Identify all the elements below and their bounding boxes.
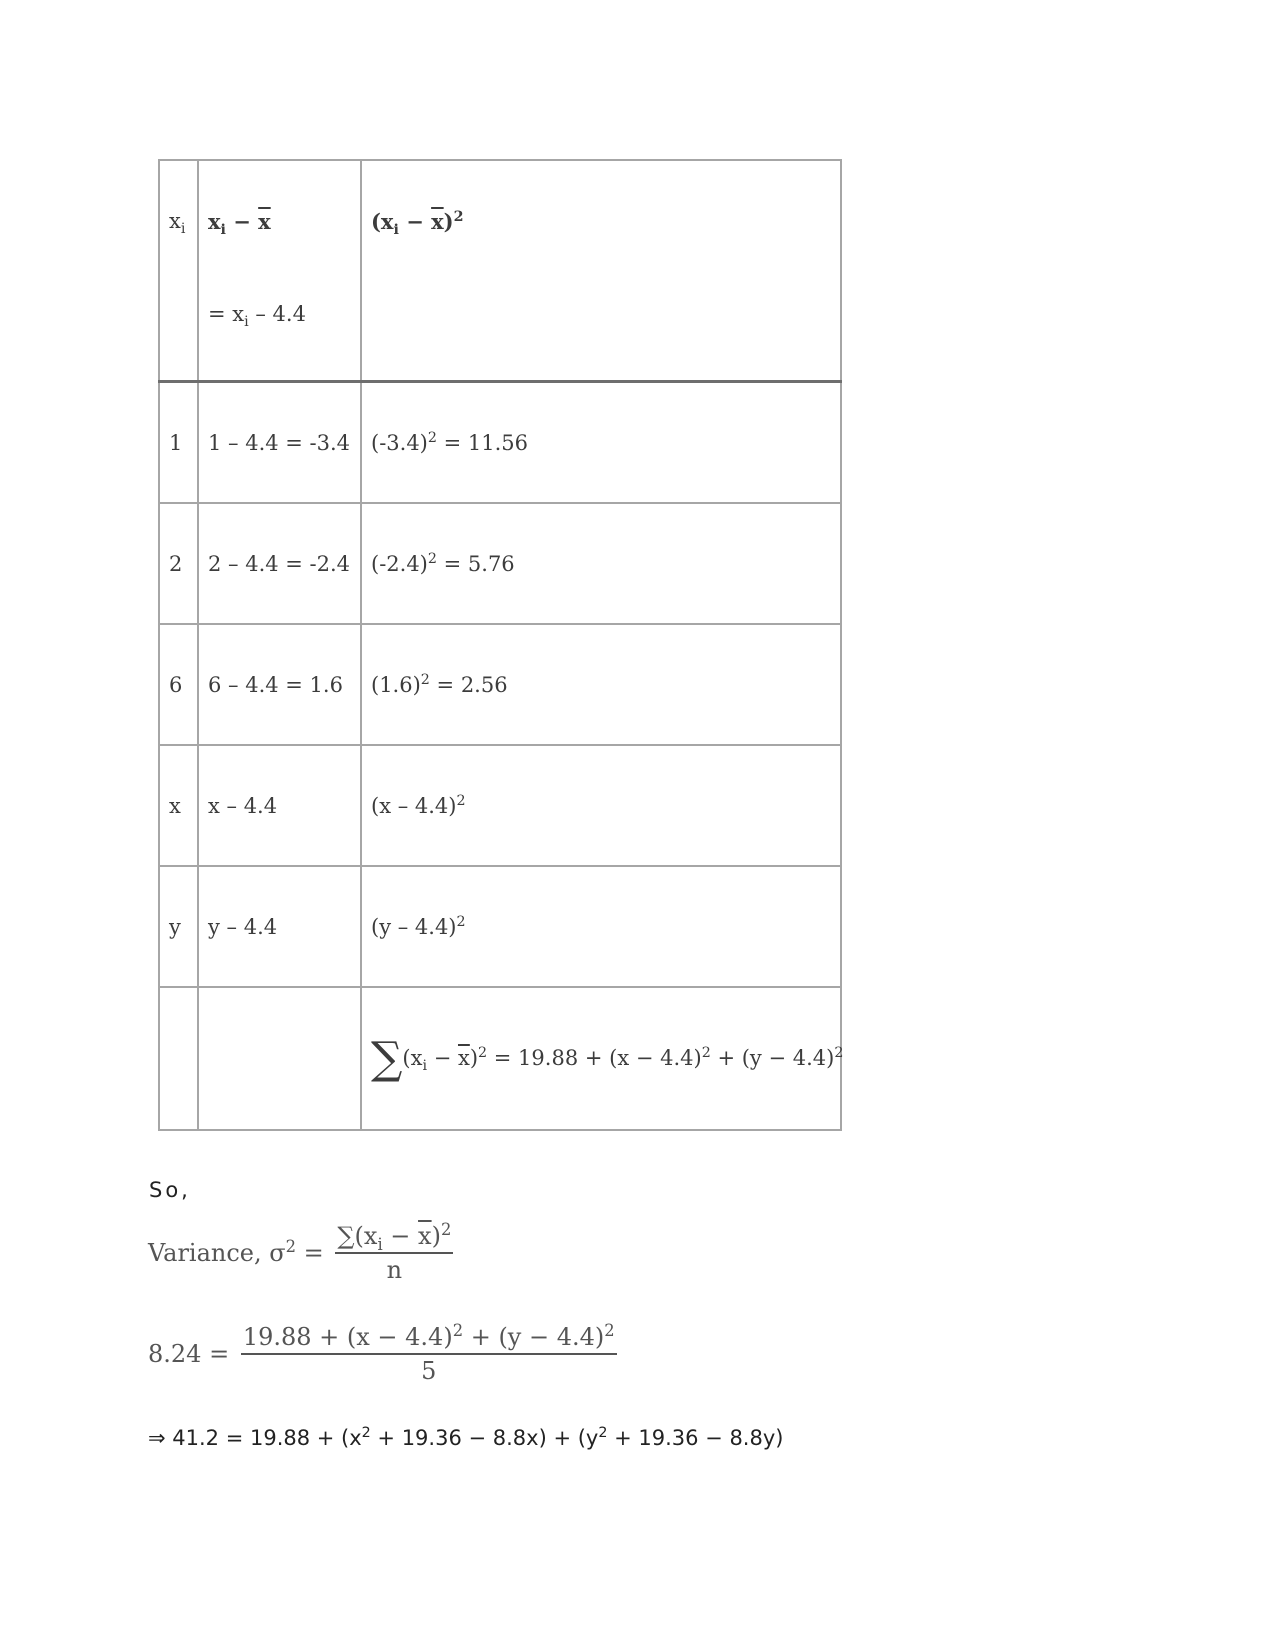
xi-cell: 1 — [159, 382, 198, 504]
sum-op: − — [427, 1046, 458, 1070]
table-row — [159, 503, 841, 624]
header-xi-sub: i — [180, 221, 186, 238]
header-formula-sub: i — [244, 314, 249, 331]
squared-result: = 11.56 — [436, 430, 529, 455]
variance-num-close: ) — [431, 1222, 441, 1250]
squared-exp: 2 — [456, 792, 466, 809]
equation-fraction — [241, 1323, 617, 1385]
so-label: So, — [149, 1178, 191, 1202]
header-dev-op: − — [225, 209, 259, 234]
variance-num-open: (x — [354, 1222, 378, 1250]
deviation-cell: 1 – 4.4 = -3.4 — [198, 382, 361, 504]
empty-cell — [198, 987, 361, 1130]
expansion-part1: ⇒ 41.2 = 19.88 + (x — [148, 1426, 362, 1450]
table-row — [159, 866, 841, 987]
header-sq-sub: i — [393, 222, 399, 239]
deviation-cell: y – 4.4 — [198, 866, 361, 987]
header-sq-mean: $\overline{x}$ — [431, 209, 444, 234]
squared-base: (-2.4) — [371, 551, 428, 576]
squared-exp: 2 — [420, 671, 430, 688]
squared-cell — [361, 503, 841, 624]
equation-num-a-exp: 2 — [452, 1321, 464, 1340]
sigma-symbol: ∑ — [371, 1033, 403, 1084]
sum-rhs-b: + (y − 4.4) — [710, 1046, 835, 1070]
deviation-cell: 2 – 4.4 = -2.4 — [198, 503, 361, 624]
equation-lhs: 8.24 = — [148, 1340, 237, 1368]
variance-num-mean: $\overline{x}$ — [418, 1222, 432, 1250]
table-row — [159, 624, 841, 745]
equation-numerator — [241, 1323, 617, 1355]
equation-denominator: 5 — [421, 1357, 437, 1385]
squared-exp: 2 — [427, 429, 437, 446]
header-squared-cell — [361, 160, 841, 382]
variance-lhs — [148, 1239, 296, 1267]
variance-num-exp: 2 — [440, 1220, 452, 1239]
sum-exp: 2 — [478, 1045, 488, 1061]
squared-exp: 2 — [427, 550, 437, 567]
deviation-cell: x – 4.4 — [198, 745, 361, 866]
header-squared — [371, 209, 840, 239]
variance-equals: = — [296, 1239, 332, 1267]
squared-exp: 2 — [456, 913, 466, 930]
header-dev-mean: $\overline{x}$ — [258, 209, 271, 234]
empty-cell — [159, 987, 198, 1130]
squared-cell — [361, 624, 841, 745]
variance-fraction — [335, 1222, 453, 1284]
squared-base: (x – 4.4) — [371, 793, 457, 818]
sum-cell — [361, 987, 844, 1130]
squared-result: = 2.56 — [429, 672, 508, 697]
squared-cell — [361, 866, 841, 987]
header-dev-sub: i — [220, 222, 226, 239]
table-header-row — [159, 160, 841, 382]
squared-cell — [361, 745, 841, 866]
deviation-cell: 6 – 4.4 = 1.6 — [198, 624, 361, 745]
variance-lhs-text: Variance, σ — [148, 1239, 286, 1267]
equation-num-a: 19.88 + (x − 4.4) — [242, 1323, 453, 1351]
equation-num-b-exp: 2 — [604, 1321, 615, 1340]
header-xi-base: x — [169, 209, 181, 233]
sum-mean: $\overline{x}$ — [457, 1046, 470, 1070]
header-formula-suffix: – 4.4 — [248, 302, 306, 326]
header-sq-open: (x — [371, 209, 394, 234]
sum-rhs-b-exp: 2 — [834, 1045, 844, 1061]
header-sq-op: − — [398, 209, 432, 234]
header-deviation — [208, 209, 360, 239]
squared-base: (y – 4.4) — [371, 914, 457, 939]
header-deviation-cell — [198, 160, 361, 382]
header-xi — [169, 209, 197, 238]
xi-cell: y — [159, 866, 198, 987]
deviation-table — [158, 159, 842, 1131]
variance-equation — [148, 1323, 621, 1385]
variance-sigma: ∑ — [337, 1222, 355, 1250]
squared-base: (1.6) — [371, 672, 421, 697]
sum-open: (x — [402, 1046, 423, 1070]
squared-base: (-3.4) — [371, 430, 428, 455]
squared-cell — [361, 382, 841, 504]
squared-result: = 5.76 — [436, 551, 515, 576]
header-deviation-formula — [208, 302, 360, 331]
table-sum-row — [159, 987, 841, 1130]
variance-num-sub: i — [377, 1234, 383, 1254]
xi-cell: 2 — [159, 503, 198, 624]
expansion-part3: + 19.36 − 8.8y) — [607, 1426, 784, 1450]
variance-lhs-exp: 2 — [285, 1237, 297, 1256]
sum-rhs-a: = 19.88 + (x − 4.4) — [487, 1046, 702, 1070]
variance-formula — [148, 1222, 457, 1284]
xi-cell: x — [159, 745, 198, 866]
expansion-exp1: 2 — [361, 1425, 371, 1441]
equation-num-b: + (y − 4.4) — [463, 1323, 605, 1351]
header-sq-close: ) — [443, 209, 454, 234]
header-sq-exp: 2 — [453, 209, 464, 225]
header-dev-x: x — [208, 209, 221, 234]
sum-close: ) — [469, 1046, 479, 1070]
variance-numerator — [335, 1222, 453, 1254]
sum-sub: i — [422, 1058, 428, 1075]
expansion-part2: + 19.36 − 8.8x) + (y — [370, 1426, 599, 1450]
sum-rhs-a-exp: 2 — [701, 1045, 711, 1061]
expansion-exp2: 2 — [598, 1425, 608, 1441]
table-row — [159, 382, 841, 504]
expansion-line — [148, 1426, 783, 1450]
header-formula-prefix: = x — [208, 302, 245, 326]
header-xi-cell — [159, 160, 198, 382]
variance-num-op: − — [382, 1222, 419, 1250]
table-row — [159, 745, 841, 866]
variance-denominator: n — [386, 1256, 403, 1284]
xi-cell: 6 — [159, 624, 198, 745]
